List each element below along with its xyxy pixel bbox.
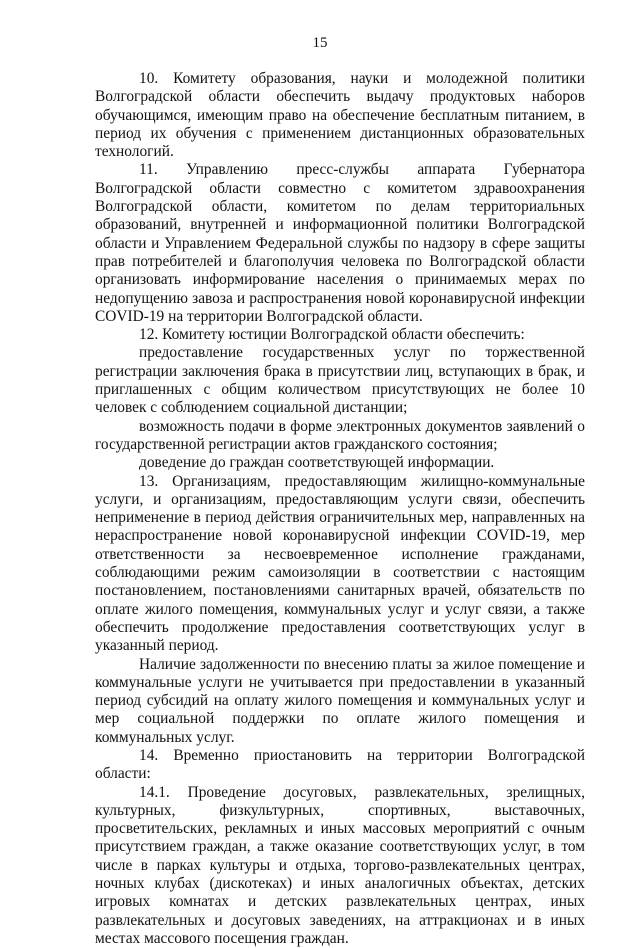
paragraph-14: 14. Временно приостановить на территории Волгоградской области: xyxy=(95,746,585,783)
paragraph-12-item-registration: предоставление государственных услуг по торжественной регистрации заключения брака в присутствии лиц, вступающих в брак, и приглашенных с общим количеством присутствующих не более 10 человек с соблюдением социальной дистанции; xyxy=(95,344,585,417)
paragraph-12: 12. Комитету юстиции Волгоградской области обеспечить: xyxy=(139,326,525,344)
paragraph-11: 11. Управлению пресс-службы аппарата Губернатора Волгоградской области совместно с комитетом здравоохранения Волгоградской области, комитетом по делам территориальных образований, внутренней и информационной политики Волгоградской области и Управлением Федеральной службы по надзору в сфере защиты прав потребителей и благополучия человека по Волгоградской области организовать информирование населения о принимаемых мерах по недопущению завоза и распространения новой коронавирусной инфекции COVID-19 на территории Волгоградской области. xyxy=(95,161,585,325)
paragraph-12-item-information: доведение до граждан соответствующей информации. xyxy=(139,454,495,472)
paragraph-12-item-electronic-documents: возможность подачи в форме электронных документов заявлений о государственной регистрации актов гражданского состояния; xyxy=(95,417,585,453)
paragraph-13-debt: Наличие задолженности по внесению платы за жилое помещение и коммунальные услуги не учитывается при предоставлении в указанный период субсидий на оплату жилого помещения и коммунальных услуг и мер социальной поддержки по оплате жилого помещения и коммунальных услуг. xyxy=(95,655,585,746)
paragraph-14-1: 14.1. Проведение досуговых, развлекательных, зрелищных, культурных, физкультурных, спортивных, выставочных, просветительских, рекламных и иных массовых мероприятий с очным присутствием граждан, а также оказание соответствующих услуг, в том числе в парках культуры и отдыха, торгово-развлекательных центрах, ночных клубах (дискотеках) и иных аналогичных объектах, детских игровых комнатах и детских развлекательных центрах, иных развлекательных и досуговых заведениях, на аттракционах и в иных местах массового посещения граждан. xyxy=(95,783,585,947)
document-body xyxy=(95,70,585,948)
paragraph-13: 13. Организациям, предоставляющим жилищно-коммунальные услуги, и организациям, предоставляющим услуги связи, обеспечить неприменение в период действия ограничительных мер, направленных на нераспространение новой коронавирусной инфекции COVID-19, мер ответственности за несвоевременное исполнение гражданами, соблюдающими режим самоизоляции в соответствии с настоящим постановлением, постановлениями санитарных врачей, обязательств по оплате жилого помещения, коммунальных услуг и услуг связи, а также обеспечить продолжение предоставления соответствующих услуг в указанный период. xyxy=(95,472,585,655)
paragraph-10: 10. Комитету образования, науки и молодежной политики Волгоградской области обеспечить выдачу продуктовых наборов обучающимся, имеющим право на обеспечение бесплатным питанием, в период их обучения с применением дистанционных образовательных технологий. xyxy=(95,70,585,161)
page-number: 15 xyxy=(312,35,328,51)
